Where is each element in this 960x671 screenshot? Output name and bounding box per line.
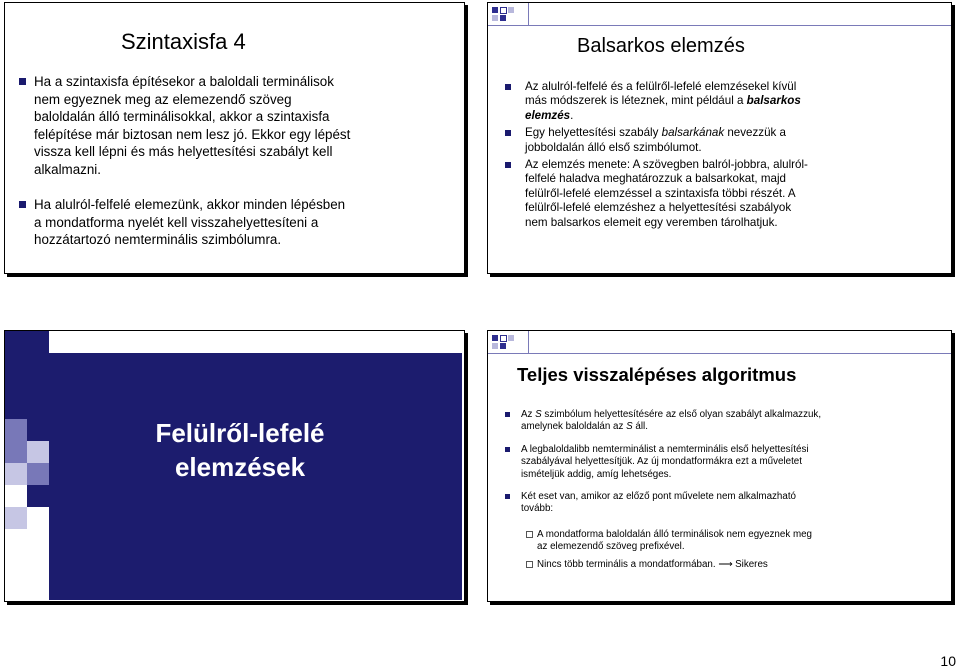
bullet-text: Az alulról-felfelé és a felülről-lefelé elemzésekel kívül más módszerek is léteznek, mint például a	[525, 80, 797, 108]
corner-square-icon	[500, 335, 507, 342]
bullet-text: szimbólum helyettesítésére az első olyan szabályt alkalmazzuk, amelynek baloldalán az	[521, 409, 822, 433]
bullet-square-icon	[505, 447, 510, 452]
corner-square-icon	[500, 7, 507, 14]
bullet-item	[19, 73, 355, 178]
bullet-text: .	[570, 108, 574, 122]
bullet-item	[505, 80, 815, 123]
bullet-text: Nincs több terminális a mondatformában.	[537, 558, 716, 570]
bullet-emphasis: S	[626, 421, 633, 433]
sub-bullet-item	[526, 529, 816, 554]
bullet-list	[505, 80, 815, 233]
decor-line	[488, 25, 951, 26]
sub-bullet-list	[526, 529, 816, 576]
bullet-text: Az	[521, 409, 536, 420]
bullet-text: Ha a szintaxisfa építésekor a baloldali terminálisok nem egyeznek meg az elemezendő szöveg baloldalán álló terminálisokkal, akkor a szintaxisfa felépítése már biztosan nem lesz jó. Ekkor egy lépést vissza kell lépni és más helyettesítési szabályt kell alkalmazni.	[34, 74, 351, 177]
decor-block	[5, 507, 27, 529]
bullet-square-icon	[19, 78, 26, 85]
decor-block	[27, 485, 49, 507]
bullet-text: áll.	[632, 421, 648, 433]
decor-line	[528, 331, 529, 353]
bullet-item	[505, 158, 815, 230]
bullet-square-icon	[505, 412, 510, 417]
corner-square-icon	[492, 15, 498, 21]
bullet-item	[505, 444, 825, 481]
bullet-item	[19, 196, 355, 249]
slide-teljes-visszalepeses	[487, 330, 952, 602]
sub-bullet-item	[526, 559, 816, 571]
bullet-item	[505, 491, 825, 516]
bullet-emphasis: S	[535, 409, 542, 420]
bullet-list	[505, 409, 825, 526]
decor-block	[5, 331, 49, 419]
corner-square-icon	[500, 15, 506, 21]
decor-line	[488, 353, 951, 354]
bullet-square-icon	[505, 494, 510, 499]
bullet-emphasis: balsarkos elemzés	[525, 94, 801, 122]
bullet-text: nevezzük a jobboldalán álló első szimbólumot.	[525, 126, 787, 154]
bullet-list	[19, 73, 355, 267]
bullet-text: Két eset van, amikor az előző pont művelete nem alkalmazható tovább:	[521, 491, 797, 515]
decor-line	[528, 3, 529, 25]
section-title-line: Felülről-lefelé	[155, 418, 325, 448]
slide-title: Balsarkos elemzés	[577, 35, 745, 57]
bullet-text: A mondatforma baloldalán álló terminálisok nem egyeznek meg az elemezendő szöveg prefixével.	[537, 529, 813, 553]
bullet-text: A legbaloldalibb nemterminálist a nemterminális első helyettesítési szabályával helyettesítjük. Az új mondatformákra ezt a műveletet ismételjük addig, amíg lehetséges.	[521, 443, 809, 480]
slide-section-title	[4, 330, 465, 602]
bullet-emphasis: balsarkának	[661, 126, 725, 140]
slide-title: Teljes visszalépéses algoritmus	[517, 364, 797, 385]
slide-szintaxisfa-4	[4, 2, 465, 274]
slide-balsarkos-elemzes	[487, 2, 952, 274]
corner-square-icon	[492, 343, 498, 349]
corner-square-icon	[508, 335, 514, 341]
bullet-text: Sikeres	[735, 558, 768, 570]
page-number: 10	[940, 653, 956, 669]
bullet-square-icon	[505, 84, 511, 90]
corner-square-icon	[492, 335, 498, 341]
bullet-text: Egy helyettesítési szabály	[525, 126, 662, 140]
bullet-text: Ha alulról-felfelé elemezünk, akkor minden lépésben a mondatforma nyelét kell visszahelyettesíteni a hozzátartozó nemterminális szimbólumra.	[34, 197, 346, 247]
section-title-line: elemzések	[174, 452, 306, 482]
bullet-item	[505, 126, 815, 155]
hollow-square-icon	[526, 561, 533, 568]
decor-block	[5, 441, 27, 463]
bullet-item	[505, 409, 825, 434]
decor-block	[27, 419, 49, 441]
right-arrow-icon: ⟶	[718, 558, 733, 570]
bullet-text: Az elemzés menete: A szövegben balról-jobbra, alulról-felfelé haladva meghatározzuk a balsarkokat, majd felülről-lefelé elemzéssel a szintaxisfa többi részét. A felülről-lefelé elemzéshez a helyettesítési szabályok nem balsarkos elemeit egy veremben tárolhatjuk.	[525, 158, 808, 229]
section-title	[105, 416, 375, 484]
bullet-square-icon	[19, 201, 26, 208]
bullet-square-icon	[505, 130, 511, 136]
decor-block	[27, 441, 49, 463]
corner-square-icon	[492, 7, 498, 13]
slide-title: Szintaxisfa 4	[121, 29, 246, 54]
decor-block	[27, 463, 49, 485]
hollow-square-icon	[526, 531, 533, 538]
decor-block	[5, 463, 27, 485]
decor-block	[5, 419, 27, 441]
corner-square-icon	[508, 7, 514, 13]
corner-square-icon	[500, 343, 506, 349]
bullet-square-icon	[505, 162, 511, 168]
